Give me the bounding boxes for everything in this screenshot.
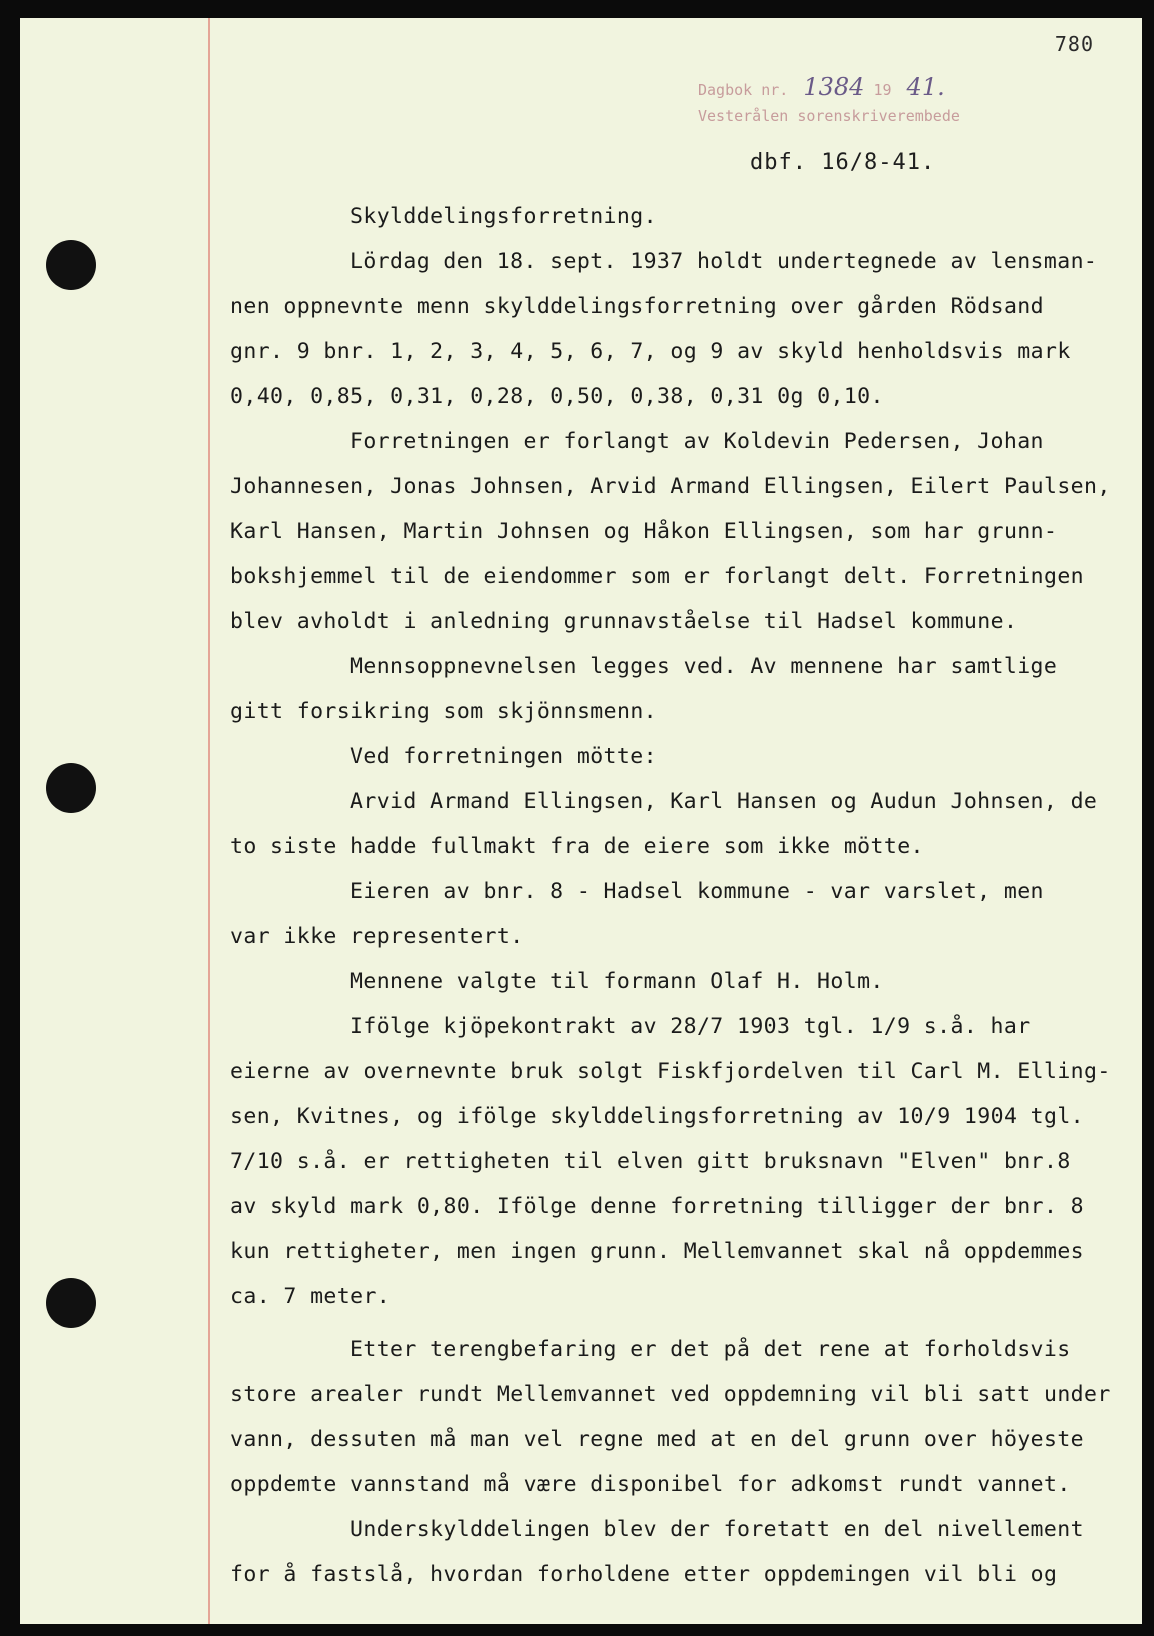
text-line: eierne av overnevnte bruk solgt Fiskfjordelven til Carl M. Elling- [230, 1059, 1111, 1084]
text-line: to siste hadde fullmakt fra de eiere som ikke mötte. [230, 834, 924, 859]
stamp-office: Vesterålen sorenskriverembede [698, 107, 960, 125]
text-line: kun rettigheter, men ingen grunn. Mellemvannet skal nå oppdemmes [230, 1239, 1085, 1264]
text-line: Arvid Armand Ellingsen, Karl Hansen og Audun Johnsen, de [350, 789, 1098, 814]
document-body [230, 194, 1111, 1597]
text-line: store arealer rundt Mellemvannet ved oppdemning vil bli satt under [230, 1382, 1111, 1407]
text-line: bokshjemmel til de eiendommer som er forlangt delt. Forretningen [230, 564, 1085, 589]
text-line: vann, dessuten må man vel regne med at en del grunn over höyeste [230, 1427, 1085, 1452]
text-line: Ved forretningen mötte: [350, 744, 657, 769]
stamp-label: Dagbok nr. [698, 81, 789, 99]
page-number: 780 [1054, 32, 1094, 56]
punch-hole [46, 763, 96, 813]
text-line: gnr. 9 bnr. 1, 2, 3, 4, 5, 6, 7, og 9 av skyld henholdsvis mark [230, 339, 1071, 364]
text-line: Karl Hansen, Martin Johnsen og Håkon Ellingsen, som har grunn- [230, 519, 1058, 544]
stamp-number: 1384 [803, 73, 865, 101]
text-line: Johannesen, Jonas Johnsen, Arvid Armand Ellingsen, Eilert Paulsen, [230, 474, 1111, 499]
margin-line [208, 18, 210, 1624]
text-line: 7/10 s.å. er rettigheten til elven gitt bruksnavn "Elven" bnr.8 [230, 1149, 1071, 1174]
text-line: for å fastslå, hvordan forholdene etter oppdemingen vil bli og [230, 1562, 1058, 1587]
text-line: sen, Kvitnes, og ifölge skylddelingsforretning av 10/9 1904 tgl. [230, 1104, 1085, 1129]
punch-hole [46, 1278, 96, 1328]
text-line: Eieren av bnr. 8 - Hadsel kommune - var varslet, men [350, 879, 1044, 904]
document-heading: Skylddelingsforretning. [350, 204, 657, 229]
stamp-year: 41. [906, 73, 945, 101]
text-line: ca. 7 meter. [230, 1284, 391, 1309]
text-line: 0,40, 0,85, 0,31, 0,28, 0,50, 0,38, 0,31 0g 0,10. [230, 384, 884, 409]
text-line: var ikke representert. [230, 924, 524, 949]
text-line: Lördag den 18. sept. 1937 holdt undertegnede av lensman- [350, 249, 1098, 274]
text-line: Underskylddelingen blev der foretatt en del nivellement [350, 1517, 1084, 1542]
text-line: blev avholdt i anledning grunnavståelse til Hadsel kommune. [230, 609, 1018, 634]
text-line: Ifölge kjöpekontrakt av 28/7 1903 tgl. 1/9 s.å. har [350, 1014, 1031, 1039]
text-line: av skyld mark 0,80. Ifölge denne forretning tilligger der bnr. 8 [230, 1194, 1085, 1219]
text-line: nen oppnevnte menn skylddelingsforretning over gården Rödsand [230, 294, 1044, 319]
registry-stamp [698, 74, 960, 129]
document-page [20, 18, 1142, 1624]
text-line: Mennsoppnevnelsen legges ved. Av mennene har samtlige [350, 654, 1058, 679]
stamp-year-prefix: 19 [873, 81, 892, 99]
punch-hole [46, 240, 96, 290]
text-line: Etter terengbefaring er det på det rene at forholdsvis [350, 1337, 1071, 1362]
text-line: gitt forsikring som skjönnsmenn. [230, 699, 658, 724]
registration-date: dbf. 16/8-41. [750, 150, 936, 175]
text-line: Mennene valgte til formann Olaf H. Holm. [350, 969, 884, 994]
text-line: Forretningen er forlangt av Koldevin Pedersen, Johan [350, 429, 1044, 454]
text-line: oppdemte vannstand må være disponibel for adkomst rundt vannet. [230, 1472, 1071, 1497]
